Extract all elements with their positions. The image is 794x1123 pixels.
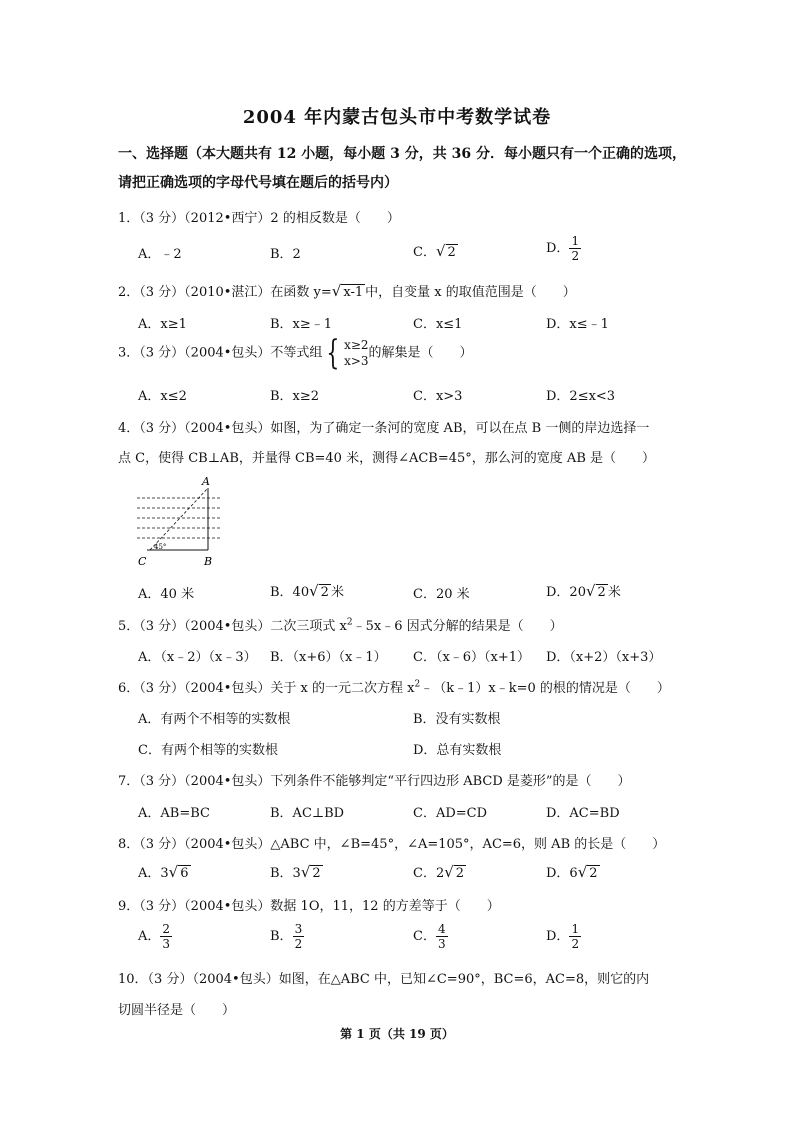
section-heading: 一、选择题（本大题共有 12 小题，每小题 3 分，共 36 分．每小题只有一个正确的选项，请把正确选项的字母代号填在题后的括号内） — [118, 146, 686, 191]
q4-option-a[interactable]: A．40 米 — [138, 587, 195, 602]
q3-option-b[interactable]: B．x≥2 — [270, 389, 320, 404]
inequality-system: { x≥2 x>3 — [326, 333, 369, 373]
q7-option-a[interactable]: A．AB=BC — [138, 806, 210, 821]
q5-option-d[interactable]: D．（x+2）（x+3） — [546, 650, 662, 665]
q9-option-b[interactable]: B． $\frac{3}{2}$ — [270, 922, 303, 951]
q2-option-d[interactable]: D．x≤﹣1 — [546, 317, 609, 332]
q9-option-c[interactable]: C． $\frac{4}{3}$ — [413, 922, 446, 951]
q7-option-c[interactable]: C．AD=CD — [413, 806, 488, 821]
question-2: 2．（3 分）（2010•湛江）在函数 y=√ x-1 中，自变量 x 的取值范围是（ ） — [118, 282, 576, 300]
question-10-line-1: 10．（3 分）（2004•包头）如图，在△ABC 中，已知∠C=90°，BC=6，AC=8，则它的内 — [118, 972, 650, 987]
question-1: 1．（3 分）（2012•西宁）2 的相反数是（ ） — [118, 211, 400, 226]
question-10-line-2: 切圆半径是（ ） — [118, 1003, 236, 1018]
q9-option-d[interactable]: D． $\frac{1}{2}$ — [546, 922, 580, 951]
q6-option-a[interactable]: A．有两个不相等的实数根 — [138, 712, 291, 727]
q6-option-c[interactable]: C．有两个相等的实数根 — [138, 743, 278, 758]
figure-angle-label: 45° — [154, 543, 167, 551]
q3-option-c[interactable]: C．x>3 — [413, 389, 463, 404]
question-4-line-1: 4．（3 分）（2004•包头）如图，为了确定一条河的宽度 AB，可以在点 B 一侧的岸边选择一 — [118, 421, 650, 436]
figure-label-a: A — [202, 475, 210, 488]
q8-option-a[interactable]: A．3√ 6 — [138, 863, 189, 881]
q1-option-b[interactable]: B．2 — [270, 247, 301, 262]
q2-option-b[interactable]: B．x≥﹣1 — [270, 317, 333, 332]
q8-option-b[interactable]: B．3√ 2 — [270, 863, 321, 881]
q8-option-c[interactable]: C．2√ 2 — [413, 863, 465, 881]
q6-option-b[interactable]: B．没有实数根 — [413, 712, 501, 727]
q8-option-d[interactable]: D．6√ 2 — [546, 863, 598, 881]
question-5: 5．（3 分）（2004•包头）二次三项式 $x^2﹣5x﹣6$ 因式分解的结果是（ ） — [118, 617, 563, 634]
q5-option-c[interactable]: C．（x﹣6）（x+1） — [413, 650, 531, 665]
q7-option-b[interactable]: B．AC⊥BD — [270, 806, 345, 821]
q4-option-d[interactable]: D．20√ 2 米 — [546, 582, 621, 600]
question-6: 6．（3 分）（2004•包头）关于 x 的一元二次方程 $x^2﹣(k﹣1)x﹣k=0$ 的根的情况是（ ） — [118, 679, 670, 696]
q4-option-c[interactable]: C．20 米 — [413, 587, 470, 602]
question-4-line-2: 点 C，使得 CB⊥AB，并量得 CB=40 米，测得∠ACB=45°，那么河的宽度 AB 是（ ） — [118, 451, 655, 466]
q5-option-b[interactable]: B．（x+6）（x﹣1） — [270, 650, 387, 665]
q7-option-d[interactable]: D．AC=BD — [546, 806, 620, 821]
q9-option-a[interactable]: A． $\frac{2}{3}$ — [138, 922, 171, 951]
page-footer: 第 1 页（共 19 页） — [340, 1027, 454, 1041]
page-title: 2004 年内蒙古包头市中考数学试卷 — [242, 107, 552, 128]
q3-option-a[interactable]: A．x≤2 — [138, 389, 187, 404]
q2-option-a[interactable]: A．x≥1 — [138, 317, 187, 332]
river-figure — [132, 472, 227, 570]
q1-option-c[interactable]: C．√ 2 — [413, 242, 456, 260]
question-7: 7．（3 分）（2004•包头）下列条件不能够判定“平行四边形 ABCD 是菱形”的是（ ） — [118, 774, 631, 789]
question-3: 3．（3 分）（2004•包头）不等式组 { x≥2 x>3 的解集是（ ） — [118, 333, 473, 373]
question-8: 8．（3 分）（2004•包头）△ABC 中，∠B=45°，∠A=105°，AC=6，则 AB 的长是（ ） — [118, 837, 666, 852]
q3-option-d[interactable]: D．2≤x<3 — [546, 389, 616, 404]
figure-label-b: B — [204, 555, 213, 568]
q2-option-c[interactable]: C．x≤1 — [413, 317, 463, 332]
q4-option-b[interactable]: B．40√ 2 米 — [270, 582, 344, 600]
q1-option-a[interactable]: A．﹣2 — [138, 247, 182, 262]
q6-option-d[interactable]: D．总有实数根 — [413, 743, 502, 758]
q1-option-d[interactable]: D． $\frac{1}{2}$ — [546, 234, 580, 263]
figure-label-c: C — [138, 555, 147, 568]
q5-option-a[interactable]: A．（x﹣2）（x﹣3） — [138, 650, 257, 665]
question-9: 9．（3 分）（2004•包头）数据 1O，11，12 的方差等于（ ） — [118, 899, 500, 914]
